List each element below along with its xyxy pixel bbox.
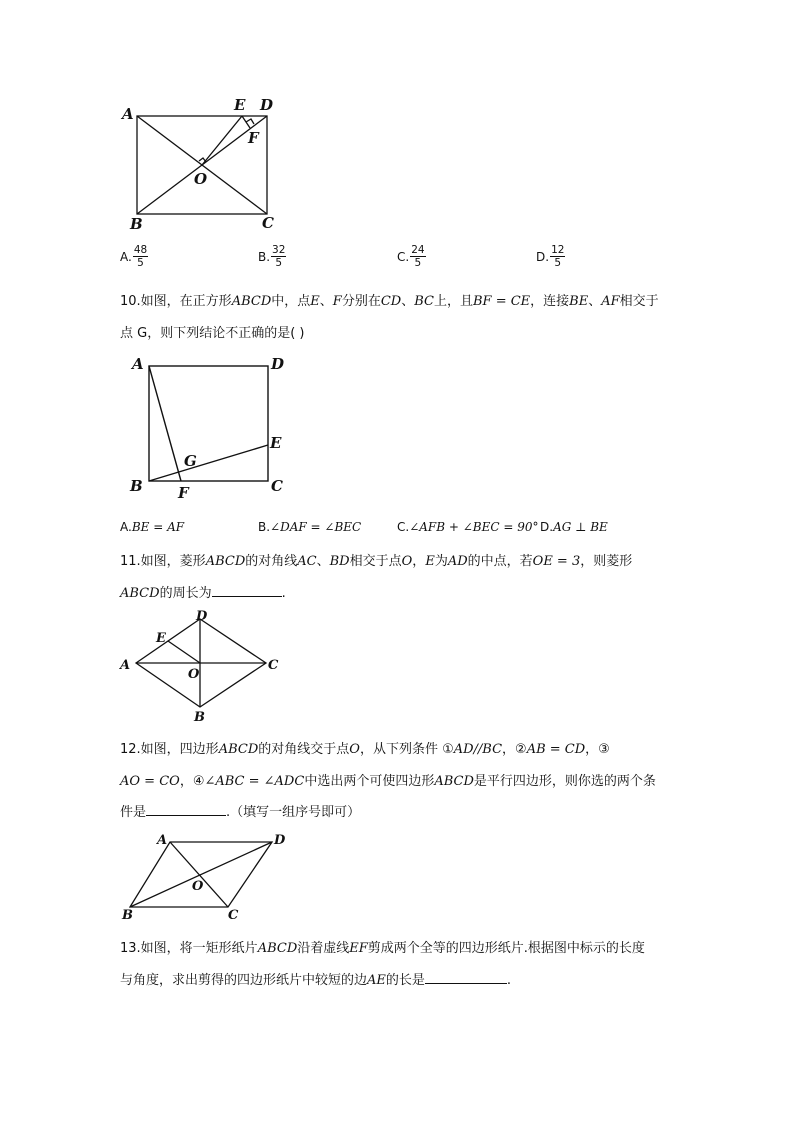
q13-question-line-1 xyxy=(120,937,645,956)
math: O xyxy=(349,742,360,757)
text: 上，且 xyxy=(433,294,473,309)
q9-option-d[interactable] xyxy=(536,244,565,269)
option-text: AG ⊥ BE xyxy=(553,520,608,534)
fraction xyxy=(410,244,425,269)
q10-segment-be xyxy=(149,445,268,481)
text: 是平行四边形，则你选的两个条 xyxy=(473,774,656,789)
q13-question-line-2 xyxy=(120,969,511,988)
fraction xyxy=(550,244,565,269)
q11-label-e: E xyxy=(156,631,166,646)
q12-question-line-3 xyxy=(120,801,360,820)
text: 相交于点 xyxy=(349,554,402,569)
math: OE = 3 xyxy=(532,554,581,569)
text: ，从下列条件 ① xyxy=(359,742,454,757)
text: ，② xyxy=(502,742,527,757)
math: AD xyxy=(447,554,468,569)
q9-right-angle-o xyxy=(199,158,206,162)
text: 、 xyxy=(588,294,602,309)
text: ，④ xyxy=(179,774,205,789)
q9-figure xyxy=(110,95,290,235)
q10-square xyxy=(149,366,268,481)
text: ，③ xyxy=(585,742,610,757)
q11-question-line-2 xyxy=(120,582,286,601)
q10-option-d[interactable] xyxy=(540,520,608,534)
q10-figure xyxy=(118,348,298,504)
text: 、 xyxy=(401,294,415,309)
math: ABCD xyxy=(257,941,298,956)
q9-option-c[interactable] xyxy=(397,244,426,269)
option-letter: A. xyxy=(120,249,132,264)
fraction xyxy=(133,244,148,269)
q9-label-c: C xyxy=(262,214,274,232)
q12-label-d: D xyxy=(274,833,286,848)
q9-label-d: D xyxy=(260,96,274,114)
text: .（填写一组序号即可） xyxy=(226,805,361,820)
text: 、 xyxy=(319,294,333,309)
option-letter: C. xyxy=(397,520,410,534)
text: 相交于 xyxy=(619,294,659,309)
denominator: 5 xyxy=(554,257,562,269)
math: O xyxy=(401,554,413,569)
math: CD xyxy=(380,294,402,309)
math: ABCD xyxy=(434,774,474,789)
q9-label-f: F xyxy=(248,129,259,147)
math: AE xyxy=(367,973,386,988)
text: 分别在 xyxy=(341,294,381,309)
q9-label-o: O xyxy=(194,170,208,188)
q9-segment-oe xyxy=(202,116,242,165)
math: ∠ABC = ∠ADC xyxy=(204,774,305,789)
math: AB = CD xyxy=(526,742,586,757)
q12-question-line-2 xyxy=(120,770,656,789)
q10-label-a: A xyxy=(132,355,144,373)
math: AC xyxy=(297,554,317,569)
q9-label-b: B xyxy=(130,215,143,233)
math: ABCD xyxy=(218,742,259,757)
numerator: 32 xyxy=(272,244,286,256)
math: BC xyxy=(414,294,434,309)
math: ABCD xyxy=(205,554,246,569)
text: 、 xyxy=(316,554,330,569)
math: AO = CO xyxy=(120,774,180,789)
text: 的对角线交于点 xyxy=(258,742,350,757)
q10-label-c: C xyxy=(271,477,283,495)
q9-option-b[interactable] xyxy=(258,244,286,269)
q13-answer-blank[interactable] xyxy=(425,971,507,984)
text: 12.如图，四边形 xyxy=(120,742,219,757)
option-letter: D. xyxy=(540,520,554,534)
denominator: 5 xyxy=(275,257,283,269)
q10-question-line-1 xyxy=(120,290,659,309)
option-letter: D. xyxy=(536,249,550,264)
q11-question-line-1 xyxy=(120,550,632,569)
math: BF = CE xyxy=(472,294,531,309)
q10-question-line-2: 点 G，则下列结论不正确的是( ) xyxy=(120,326,305,341)
math: BE xyxy=(569,294,589,309)
text: 剪成两个全等的四边形纸片.根据图中标示的长度 xyxy=(367,941,645,956)
text: ，连接 xyxy=(530,294,570,309)
math: E xyxy=(425,554,435,569)
q10-option-a[interactable] xyxy=(120,520,184,534)
text: 件是 xyxy=(120,805,147,820)
q10-label-e: E xyxy=(270,434,282,452)
text: 13.如图，将一矩形纸片 xyxy=(120,941,258,956)
text: 11.如图，菱形 xyxy=(120,554,206,569)
q9-label-e: E xyxy=(234,96,246,114)
q10-label-d: D xyxy=(271,355,285,373)
q11-label-c: C xyxy=(268,658,279,673)
option-text: ∠AFB + ∠BEC = 90° xyxy=(409,520,539,534)
math: AF xyxy=(601,294,620,309)
q12-label-o: O xyxy=(192,879,204,894)
text: 的周长为 xyxy=(159,586,212,601)
q11-label-a: A xyxy=(120,658,131,673)
math: BD xyxy=(329,554,350,569)
text: 的长是 xyxy=(385,973,425,988)
q11-label-b: B xyxy=(194,710,205,725)
option-text: BE = AF xyxy=(131,520,185,534)
q11-figure xyxy=(116,608,286,726)
text: 10.如图，在正方形 xyxy=(120,294,232,309)
q10-label-f: F xyxy=(178,484,189,502)
numerator: 24 xyxy=(411,244,425,256)
q11-label-o: O xyxy=(188,667,200,682)
math: EF xyxy=(349,941,368,956)
q10-label-b: B xyxy=(130,477,143,495)
q12-label-a: A xyxy=(157,833,168,848)
math: ABCD xyxy=(120,586,160,601)
q9-option-a[interactable] xyxy=(120,244,148,269)
fraction xyxy=(271,244,286,269)
q10-label-g: G xyxy=(184,452,197,470)
text: 为 xyxy=(434,554,448,569)
text: 中选出两个可使四边形 xyxy=(304,774,435,789)
option-text: ∠DAF = ∠BEC xyxy=(270,520,362,534)
q10-option-b[interactable] xyxy=(258,520,361,534)
text: 与角度，求出剪得的四边形纸片中较短的边 xyxy=(120,973,368,988)
text: 沿着虚线 xyxy=(297,941,350,956)
text: 的中点，若 xyxy=(467,554,533,569)
q10-segment-af xyxy=(149,366,181,481)
math: AD//BC xyxy=(453,742,503,757)
text: . xyxy=(506,973,512,988)
q9-label-a: A xyxy=(122,105,134,123)
numerator: 12 xyxy=(551,244,565,256)
q10-option-c[interactable] xyxy=(397,520,539,534)
denominator: 5 xyxy=(137,257,144,269)
option-letter: B. xyxy=(258,249,271,264)
q11-label-d: D xyxy=(196,609,208,624)
math: F xyxy=(332,294,342,309)
text: ， xyxy=(412,554,426,569)
q11-answer-blank[interactable] xyxy=(212,584,282,597)
math: E xyxy=(310,294,320,309)
q12-label-c: C xyxy=(228,908,239,922)
option-letter: C. xyxy=(397,249,410,264)
q12-diagonal-ac xyxy=(170,842,228,907)
q12-question-line-1 xyxy=(120,738,610,757)
text: . xyxy=(281,586,286,601)
math: ABCD xyxy=(231,294,272,309)
q11-segment-oe xyxy=(168,641,200,663)
q12-label-b: B xyxy=(122,908,133,922)
numerator: 48 xyxy=(133,244,148,256)
denominator: 5 xyxy=(414,257,422,269)
option-letter: B. xyxy=(258,520,271,534)
q12-answer-blank[interactable] xyxy=(146,803,226,816)
text: 中，点 xyxy=(271,294,311,309)
option-letter: A. xyxy=(120,520,132,534)
q12-figure xyxy=(116,830,296,922)
text: 的对角线 xyxy=(245,554,298,569)
text: ，则菱形 xyxy=(580,554,633,569)
